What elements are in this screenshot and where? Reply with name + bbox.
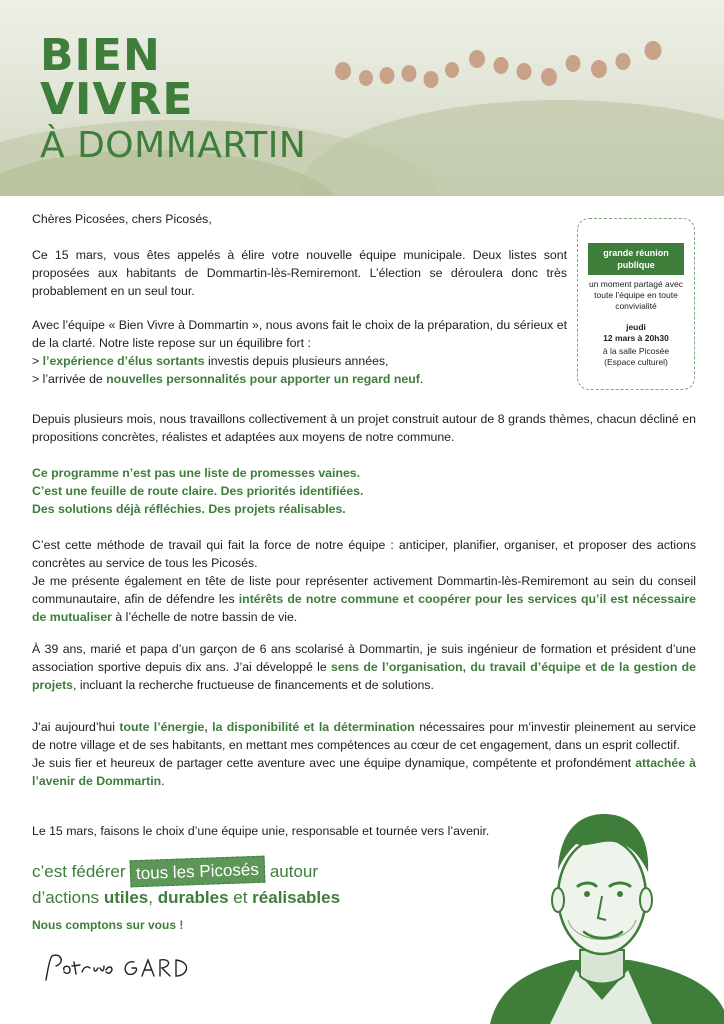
paragraph-4a: C’est cette méthode de travail qui fait la force de notre équipe : anticiper, planifier, organiser, et proposer des actions concrètes au service de tous les Picosés. xyxy=(32,538,696,570)
bullet-1-highlight: l’expérience d’élus sortants xyxy=(42,354,205,368)
paragraph-4 xyxy=(32,536,696,626)
bullet-2-highlight: nouvelles personnalités pour apporter un regard neuf xyxy=(106,372,420,386)
slogan-line-2 xyxy=(32,885,340,910)
paragraph-2-intro: Avec l’équipe « Bien Vivre à Dommartin », nous avons fait le choix de la préparation, du sérieux et de la clarté. Notre liste repose sur un équilibre fort : xyxy=(32,318,567,350)
greeting: Chères Picosées, chers Picosés, xyxy=(32,212,212,226)
public-meeting-box xyxy=(577,218,695,390)
candidate-portrait-icon xyxy=(480,800,724,1024)
slogan-sep-2: et xyxy=(228,888,253,907)
slogan-sep-1: , xyxy=(148,888,158,907)
paragraph-2 xyxy=(32,316,567,388)
campaign-title xyxy=(40,30,307,166)
paragraph-1: Ce 15 mars, vous êtes appelés à élire votre nouvelle équipe municipale. Deux listes sont proposées aux habitants de Dommartin-lès-Remiremont. L’élection se déroulera donc très probablement en un seul tour. xyxy=(32,248,567,298)
slogan-word-durable: durables xyxy=(157,888,229,907)
event-date: 12 mars à 20h30 xyxy=(603,333,669,343)
statement-line-1: Ce programme n’est pas une liste de promesses vaines. xyxy=(32,466,361,480)
p5-pre: À 39 ans, marié et papa d’un garçon de 6 ans scolarisé à Dommartin, je suis ingénieur de formation et président d’une association sportive depuis dix ans. J’ai développé le xyxy=(32,642,696,674)
slogan xyxy=(32,858,340,910)
slogan-line-1 xyxy=(32,858,340,885)
signature-icon xyxy=(42,948,222,988)
title-line-2: VIVRE xyxy=(40,74,194,125)
group-photo-icon xyxy=(322,38,690,196)
p6-highlight: toute l’énergie, la disponibilité et la détermination xyxy=(119,720,415,734)
p5-highlight: sens de l’organisation, du travail d’équipe et de la gestion de projets xyxy=(32,660,696,692)
p5-post: , incluant la recherche fructueuse de financements et de solutions. xyxy=(73,678,434,692)
paragraph-4b xyxy=(32,572,696,626)
event-description: un moment partagé avec toute l’équipe en toute convivialité xyxy=(588,279,684,311)
slogan-pill: tous les Picosés xyxy=(130,856,266,888)
slogan-post: autour xyxy=(265,862,319,881)
title-line-1: BIEN xyxy=(40,30,161,81)
p7-post: . xyxy=(161,774,165,788)
bullet-2-prefix: > l’arrivée de xyxy=(32,372,107,386)
paragraph-7 xyxy=(32,754,696,790)
closing-line: Nous comptons sur vous ! xyxy=(32,918,184,932)
program-statement xyxy=(32,464,696,518)
event-place: à la salle Picosée (Espace culturel) xyxy=(602,346,670,367)
paragraph-5 xyxy=(32,640,696,694)
event-day: jeudi xyxy=(626,322,646,332)
paragraph-6a xyxy=(32,718,696,754)
letter-intro xyxy=(32,210,567,404)
paragraph-8: Le 15 mars, faisons le choix d’une équipe unie, responsable et tournée vers l’avenir. xyxy=(32,824,490,838)
paragraph-6 xyxy=(32,718,696,790)
bullet-2-rest: . xyxy=(419,372,424,386)
p6-pre: J’ai aujourd’hui xyxy=(32,720,120,734)
statement-line-3: Des solutions déjà réfléchies. Des projets réalisables. xyxy=(32,502,346,516)
slogan-l2-pre: d’actions xyxy=(32,888,104,907)
slogan-pre: c’est fédérer xyxy=(32,862,131,881)
p7-pre: Je suis fier et heureux de partager cette aventure avec une équipe dynamique, compétente et profondément xyxy=(32,756,636,770)
p4b-highlight: intérêts de notre commune et coopérer pour les services qu’il est nécessaire de mutualiser xyxy=(32,592,696,624)
p6-post: nécessaires pour m’investir pleinement au service de notre village et de ses habitants, en mettant mes compétences au cœur de cet engagement, dans un esprit collectif. xyxy=(32,720,697,752)
title-line-3: À DOMMARTIN xyxy=(40,125,307,166)
p4b-post: à l’échelle de notre bassin de vie. xyxy=(111,610,298,624)
event-tag: grande réunion publique xyxy=(588,243,684,275)
slogan-word-achievable: réalisables xyxy=(252,888,341,907)
header-banner xyxy=(0,0,724,196)
p4b-pre: Je me présente également en tête de liste pour représenter activement Dommartin-lès-Remiremont au sein du conseil communautaire, afin de défendre les xyxy=(32,574,696,606)
statement-line-2: C’est une feuille de route claire. Des priorités identifiées. xyxy=(32,484,364,498)
slogan-word-useful: utiles xyxy=(103,888,149,907)
bullet-1-prefix: > xyxy=(32,354,43,368)
bullet-1-rest: investis depuis plusieurs années, xyxy=(204,354,389,368)
p7-highlight: attachée à l’avenir de Dommartin xyxy=(32,756,696,788)
paragraph-3: Depuis plusieurs mois, nous travaillons collectivement à un projet construit autour de 8 grands thèmes, chacun décliné en propositions concrètes, réalistes et adaptées aux moyens de notre commune. xyxy=(32,412,696,444)
